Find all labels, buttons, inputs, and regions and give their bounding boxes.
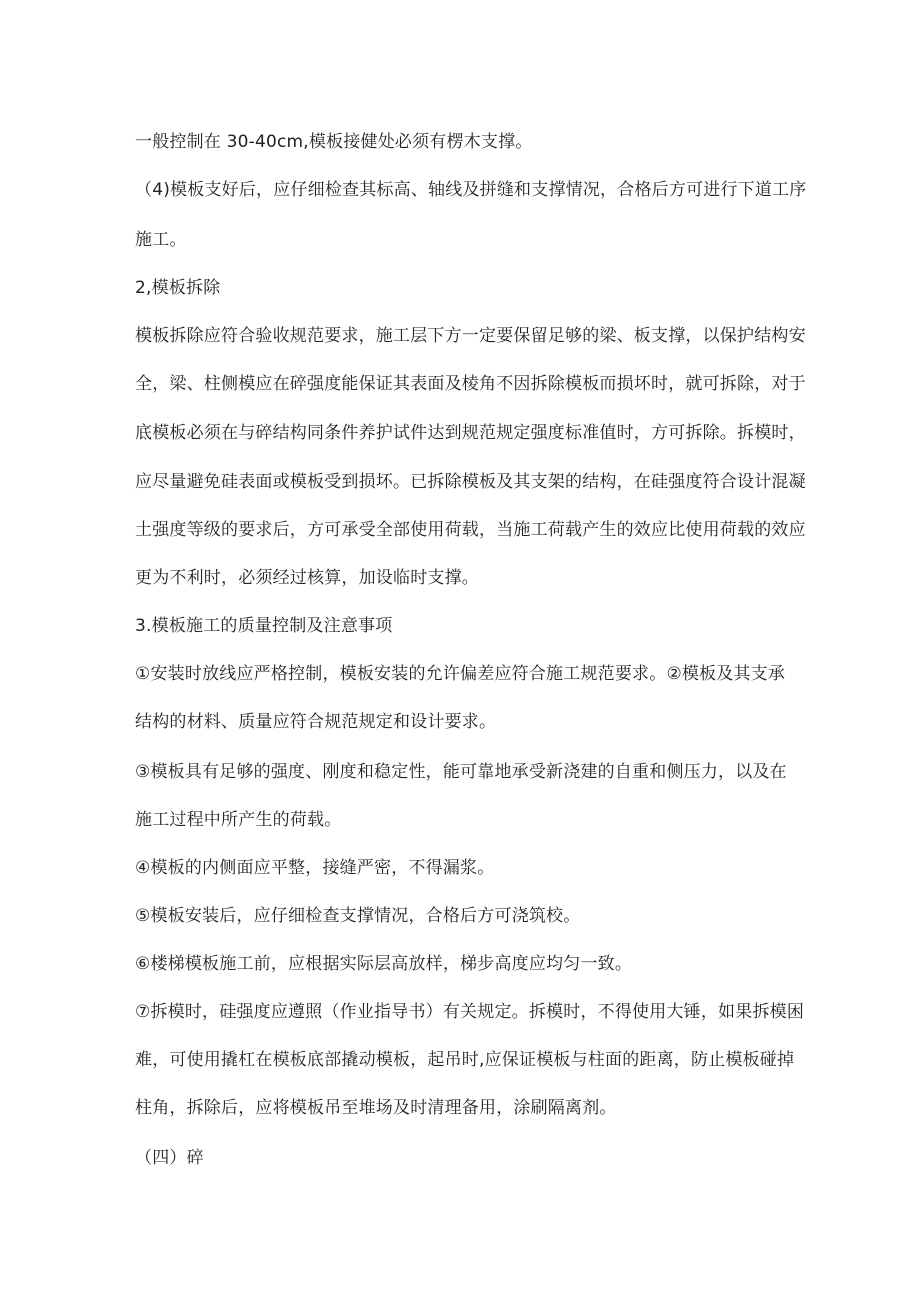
paragraph-line: 施工。 [135, 230, 187, 250]
paragraph-line: 结构的材料、质量应符合规范规定和设计要求。 [135, 712, 497, 732]
paragraph-line: ⑤模板安装后，应仔细检查支撑情况，合格后方可浇筑校。 [135, 906, 581, 926]
paragraph-line: ⑦拆模时，硅强度应遵照（作业指导书）有关规定。拆模时，不得使用大锤，如果拆模困 [135, 1002, 805, 1022]
section-heading: 3.模板施工的质量控制及注意事项 [135, 616, 393, 636]
paragraph-line: 一般控制在 30-40cm,模板接健处必须有楞木支撑。 [135, 132, 533, 152]
paragraph-line: （4)模板支好后，应仔细检查其标高、轴线及拼缝和支撑情况，合格后方可进行下道工序 [135, 180, 807, 200]
section-heading: （四）碎 [135, 1148, 204, 1168]
paragraph-line: 土强度等级的要求后，方可承受全部使用荷载，当施工荷载产生的效应比使用荷载的效应 [135, 520, 806, 540]
paragraph-line: 更为不利时，必须经过核算，加设临时支撑。 [135, 568, 479, 588]
paragraph-line: 柱角，拆除后，应将模板吊至堆场及时清理备用，涂刷隔离剂。 [135, 1098, 617, 1118]
paragraph-line: 应尽量避免硅表面或模板受到损坏。已拆除模板及其支架的结构，在硅强度符合设计混凝 [135, 472, 806, 492]
paragraph-line: 施工过程中所产生的荷载。 [135, 810, 342, 830]
paragraph-line: ①安装时放线应严格控制，模板安装的允许偏差应符合施工规范要求。②模板及其支承 [135, 664, 786, 684]
paragraph-line: ③模板具有足够的强度、刚度和稳定性，能可靠地承受新浇建的自重和侧压力，以及在 [135, 762, 787, 782]
paragraph-line: 全，梁、柱侧模应在碎强度能保证其表面及棱角不因拆除模板而损坏时，就可拆除，对于 [135, 374, 806, 394]
paragraph-line: 底模板必须在与碎结构同条件养护试件达到规范规定强度标准值时，方可拆除。拆模时， [135, 423, 806, 443]
paragraph-line: 模板拆除应符合验收规范要求，施工层下方一定要保留足够的梁、板支撑，以保护结构安 [135, 326, 806, 346]
paragraph-line: ⑥楼梯模板施工前，应根据实际层高放样，梯步高度应均匀一致。 [135, 954, 633, 974]
section-heading: 2,模板拆除 [135, 278, 221, 298]
paragraph-line: ④模板的内侧面应平整，接缝严密，不得漏浆。 [135, 858, 495, 878]
paragraph-line: 难，可使用撬杠在模板底部撬动模板，起吊时,应保证模板与柱面的距离，防止模板碰掉 [135, 1050, 795, 1070]
